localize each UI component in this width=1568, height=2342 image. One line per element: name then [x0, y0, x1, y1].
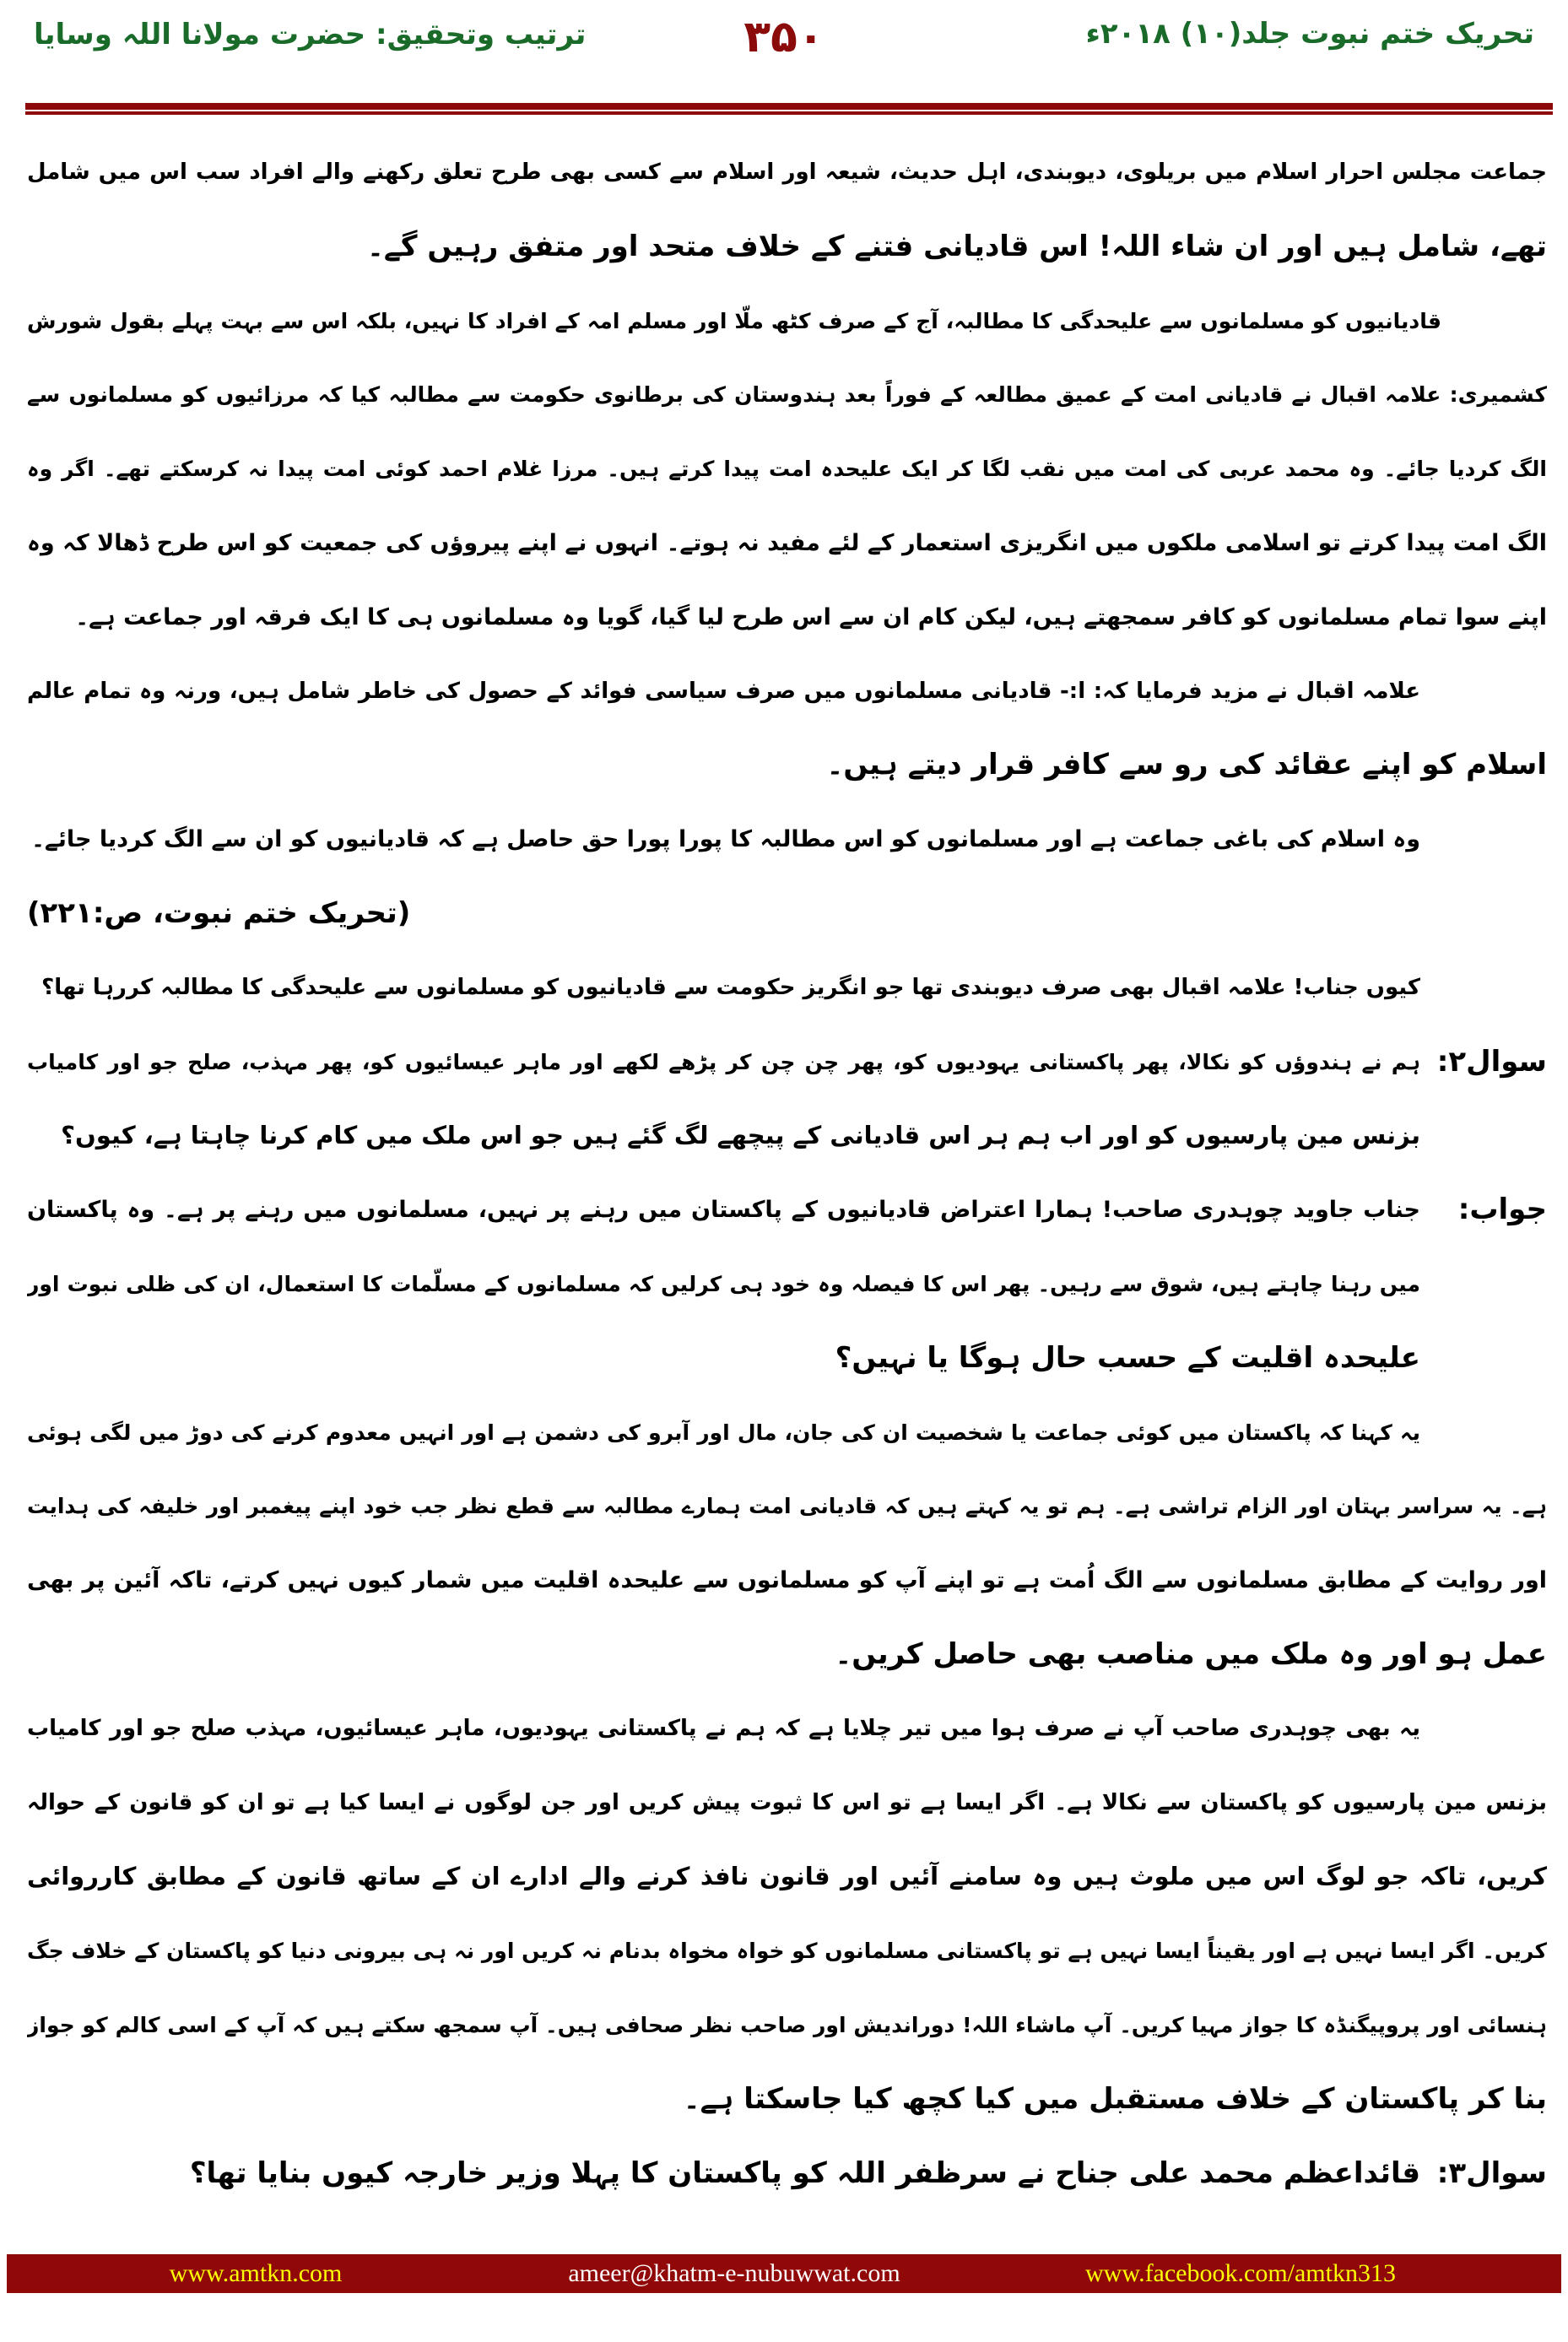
email-link[interactable]: ameer@khatm-e-nubuwwat.com	[568, 2259, 900, 2287]
text-line: قائداعظم محمد علی جناح نے سرظفر اللہ کو پاکستان کا پہلا وزیر خارجہ کیوں بنایا تھا؟	[189, 2155, 1420, 2190]
facebook-link[interactable]: www.facebook.com/amtkn313	[1085, 2259, 1396, 2287]
footer-bar	[7, 2254, 1561, 2293]
text-line: علامہ اقبال نے مزید فرمایا کہ: ا:- قادیانی مسلمانوں میں صرف سیاسی فوائد کے حصول کی خاطر شامل ہیں، ورنہ وہ تمام عالم	[27, 678, 1420, 704]
text-line: الگ کردیا جائے۔ وہ محمد عربی کی امت میں نقب لگا کر ایک علیحدہ امت پیدا کرتے ہیں۔ مرزا غلام احمد کوئی امت پیدا نہ کرسکتے تھے۔ اگر وہ	[27, 457, 1547, 482]
text-line: بنا کر پاکستان کے خلاف مستقبل میں کیا کچھ کیا جاسکتا ہے۔	[683, 2081, 1547, 2116]
text-line: کیوں جناب! علامہ اقبال بھی صرف دیوبندی تھا جو انگریز حکومت سے قادیانیوں کو مسلمانوں سے علیحدگی کا مطالبہ کررہا تھا؟	[41, 974, 1420, 1000]
text-line: بزنس مین پارسیوں کو اور اب ہم ہر اس قادیانی کے پیچھے لگ گئے ہیں جو اس ملک میں کام کرنا چاہتا ہے، کیوں؟	[61, 1121, 1420, 1150]
compiler-credit: ترتیب وتحقیق: حضرت مولانا اللہ وسایا	[34, 18, 587, 51]
text-line: جناب جاوید چوہدری صاحب! ہمارا اعتراض قادیانیوں کے پاکستان میں رہنے پر نہیں، مسلمانوں میں رہنے پر ہے۔ وہ پاکستان	[27, 1197, 1420, 1224]
text-line: جماعت مجلس احرار اسلام میں بریلوی، دیوبندی، اہل حدیث، شیعہ اور اسلام سے کسی بھی طرح تعلق رکھنے والے افراد سب اس میں شامل	[27, 160, 1547, 185]
text-line: ہنسائی اور پروپیگنڈہ کا جواز مہیا کریں۔ آپ ماشاء اللہ! دوراندیش اور صاحب نظر صحافی ہیں۔ آپ سمجھ سکتے ہیں کہ آپ کے اسی کالم کو جواز	[27, 2012, 1547, 2037]
answer-label: جواب:	[1457, 1193, 1547, 1227]
text-line: اسلام کو اپنے عقائد کی رو سے کافر قرار دیتے ہیں۔	[826, 748, 1547, 782]
question-2	[27, 1025, 1547, 1100]
text-line: کشمیری: علامہ اقبال نے قادیانی امت کے عمیق مطالعہ کے فوراً بعد ہندوستان کی برطانوی حکومت سے مطالبہ کیا کہ مرزائیوں کو مسلمانوں سے	[27, 382, 1547, 408]
book-title: تحریک ختم نبوت جلد(۱۰) ۲۰۱۸ء	[1085, 17, 1534, 51]
page-number: ۳۵۰	[743, 12, 825, 62]
text-line: عمل ہو اور وہ ملک میں مناصب بھی حاصل کریں۔	[835, 1636, 1547, 1671]
question-3	[27, 2137, 1547, 2211]
website-link[interactable]: www.amtkn.com	[169, 2259, 343, 2287]
text-line: بزنس مین پارسیوں کو پاکستان سے نکالا ہے۔ اگر ایسا ہے تو اس کا ثبوت پیش کریں اور جن لوگوں نے ایسا کیا ہے تو ان کو قانون کے حوالہ	[27, 1789, 1547, 1815]
text-line: وہ اسلام کی باغی جماعت ہے اور مسلمانوں کو اس مطالبہ کا پورا پورا حق حاصل ہے کہ قادیانیوں کو ان سے الگ کردیا جائے۔	[31, 826, 1420, 853]
page-body	[27, 136, 1547, 2210]
text-line: یہ بھی چوہدری صاحب آپ نے صرف ہوا میں تیر چلایا ہے کہ ہم نے پاکستانی یہودیوں، ماہر عیسائیوں، مہذب صلح جو اور کامیاب	[27, 1715, 1420, 1741]
text-line: کریں، تاکہ جو لوگ اس میں ملوث ہیں وہ سامنے آئیں اور قانون نافذ کرنے والے ادارے ان کے ساتھ قانون کے مطابق کارروائی	[27, 1862, 1547, 1891]
text-line: اور روایت کے مطابق مسلمانوں سے الگ اُمت ہے تو اپنے آپ کو مسلمانوں سے علیحدہ اقلیت میں شمار کیوں نہیں کرتے، تاکہ آئین پر بھی	[27, 1567, 1547, 1594]
text-line: اپنے سوا تمام مسلمانوں کو کافر سمجھتے ہیں، لیکن کام ان سے اس طرح لیا گیا، گویا وہ مسلمانوں ہی کا ایک فرقہ اور جماعت ہے۔	[75, 603, 1547, 630]
text-line: ہم نے ہندوؤں کو نکالا، پھر پاکستانی یہودیوں کو، پھر چن چن کر پڑھے لکھے اور ماہر عیسائیوں کو، پھر مہذب، صلح جو اور کامیاب	[27, 1049, 1420, 1074]
text-line: یہ کہنا کہ پاکستان میں کوئی جماعت یا شخصیت ان کی جان، مال اور آبرو کی دشمن ہے اور انہیں معدوم کرنے کی دوڑ میں لگی ہوئی	[27, 1420, 1420, 1445]
question-label: سوال۲:	[1436, 1044, 1547, 1079]
text-line: کریں۔ اگر ایسا نہیں ہے اور یقیناً ایسا نہیں ہے تو پاکستانی مسلمانوں کو خواہ مخواہ بدنام نہ کریں اور نہ ہی بیرونی دنیا کو پاکستان کے خلاف جگ	[27, 1939, 1547, 1964]
text-line: میں رہنا چاہتے ہیں، شوق سے رہیں۔ پھر اس کا فیصلہ وہ خود ہی کرلیں کہ مسلمانوں کے مسلّمات کا استعمال، ان کی ظلی نبوت اور	[27, 1271, 1420, 1296]
answer	[27, 1173, 1547, 1247]
text-line: تھے، شامل ہیں اور ان شاء اللہ! اس قادیانی فتنے کے خلاف متحد اور متفق رہیں گے۔	[366, 229, 1547, 263]
question-label: سوال۳:	[1436, 2155, 1547, 2190]
text-line: ہے۔ یہ سراسر بہتان اور الزام تراشی ہے۔ ہم تو یہ کہتے ہیں کہ قادیانی امت ہمارے مطالبہ سے قطع نظر جب خود اپنے پیغمبر اور خلیفہ کی ہدایت	[27, 1494, 1547, 1519]
citation: (تحریک ختم نبوت، ص:۲۲۱)	[27, 895, 411, 930]
header-rule-thin	[25, 111, 1553, 115]
header-rule-thick	[25, 103, 1553, 110]
text-line: الگ امت پیدا کرتے تو اسلامی ملکوں میں انگریزی استعمار کے لئے مفید نہ ہوتے۔ انہوں نے اپنے پیروؤں کی جمعیت کو اس طرح ڈھالا کہ وہ	[27, 529, 1547, 556]
text-line: علیحدہ اقلیت کے حسب حال ہوگا یا نہیں؟	[835, 1340, 1420, 1375]
text-line: قادیانیوں کو مسلمانوں سے علیحدگی کا مطالبہ، آج کے صرف کٹھ ملّا اور مسلم امہ کے افراد کا نہیں، بلکہ اس سے بہت پہلے بقول شورش	[27, 308, 1441, 333]
